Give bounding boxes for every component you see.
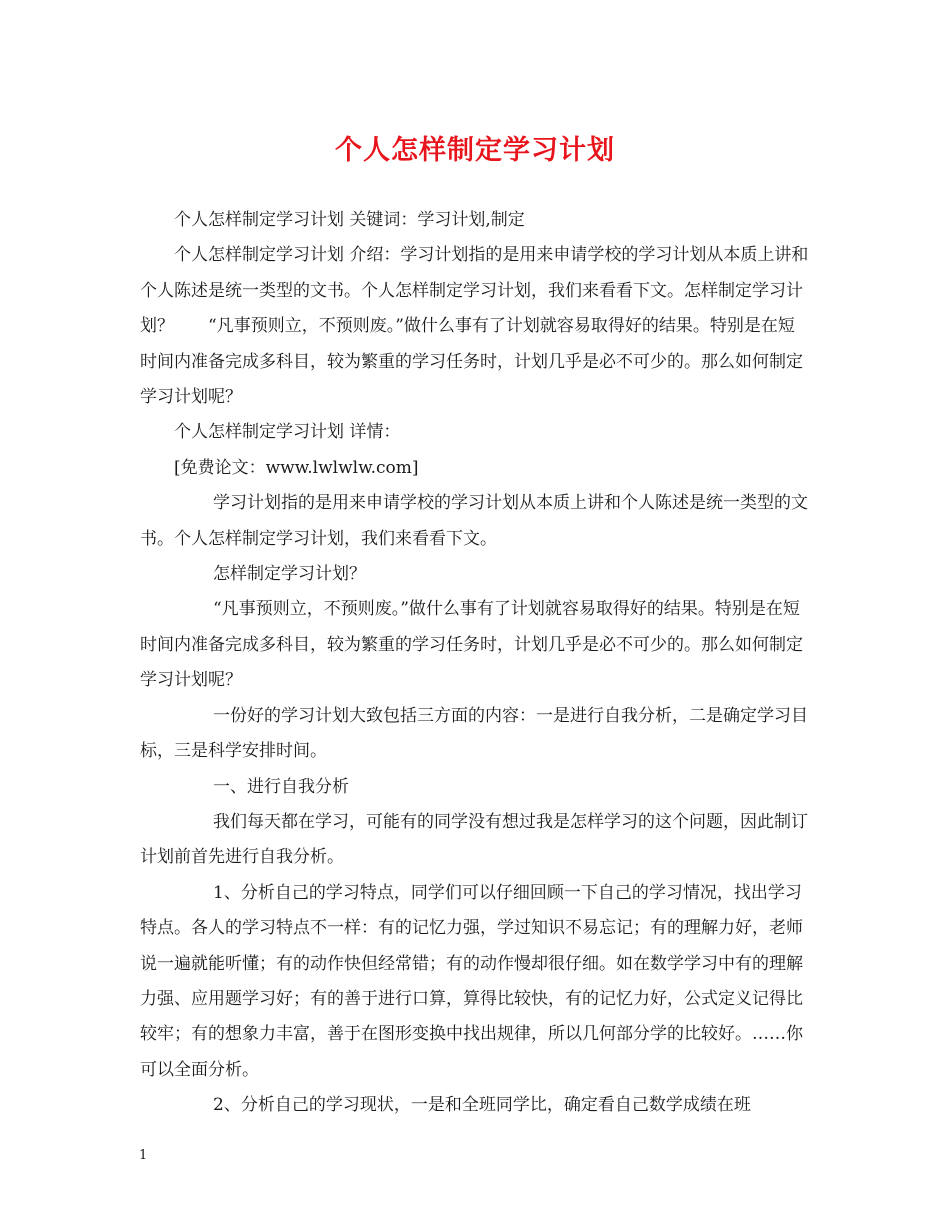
- page-number: 1: [139, 1148, 148, 1163]
- document-body: [140, 203, 810, 1124]
- section-heading: 一、进行自我分析: [213, 776, 349, 797]
- body-paragraph: 学习计划指的是用来申请学校的学习计划从本质上讲和个人陈述是统一类型的文书。个人怎样制定学习计划，我们来看看下文。: [140, 493, 808, 549]
- section-question: 怎样制定学习计划？: [213, 564, 366, 585]
- details-heading: 个人怎样制定学习计划 详情：: [174, 422, 401, 443]
- document-title: 个人怎样制定学习计划: [335, 135, 615, 166]
- quote-paragraph: “凡事预则立，不预则废。”做什么事有了计划就容易取得好的结果。特别是在短时间内准备完成多科目，较为繁重的学习任务时，计划几乎是必不可少的。那么如何制定学习计划呢？: [140, 599, 803, 691]
- self-analysis-paragraph: 我们每天都在学习，可能有的同学没有想过我是怎样学习的这个问题，因此制订计划前首先进行自我分析。: [140, 811, 808, 868]
- source-note: [免费论文：www.lwlwlw.com]: [174, 457, 419, 478]
- learning-features-paragraph: 1、分析自己的学习特点，同学们可以仔细回顾一下自己的学习情况，找出学习特点。各人的学习特点不一样：有的记忆力强，学过知识不易忘记；有的理解力好，老师说一遍就能听懂；有的动作快但经常错；有的动作慢却很仔细。如在数学学习中有的理解力强、应用题学习好；有的善于进行口算，算得比较快，有的记忆力好，公式定义记得比较牢；有的想象力丰富，善于在图形变换中找出规律，所以几何部分学的比较好。……你可以全面分析。: [140, 882, 803, 1080]
- keywords-paragraph: 个人怎样制定学习计划 关键词：学习计划,制定: [174, 210, 525, 230]
- introduction-paragraph: 个人怎样制定学习计划 介绍：学习计划指的是用来申请学校的学习计划从本质上讲和个人陈述是统一类型的文书。个人怎样制定学习计划，我们来看看下文。怎样制定学习计划？ “凡事预则立，不预则废。”做什么事有了计划就容易取得好的结果。特别是在短时间内准备完成多科目，较为繁重的学习任务时，计划几乎是必不可少的。那么如何制定学习计划呢？: [140, 245, 809, 408]
- plan-components-paragraph: 一份好的学习计划大致包括三方面的内容：一是进行自我分析，二是确定学习目标，三是科学安排时间。: [140, 705, 808, 762]
- learning-status-paragraph: 2、分析自己的学习现状，一是和全班同学比，确定看自己数学成绩在班: [213, 1095, 751, 1116]
